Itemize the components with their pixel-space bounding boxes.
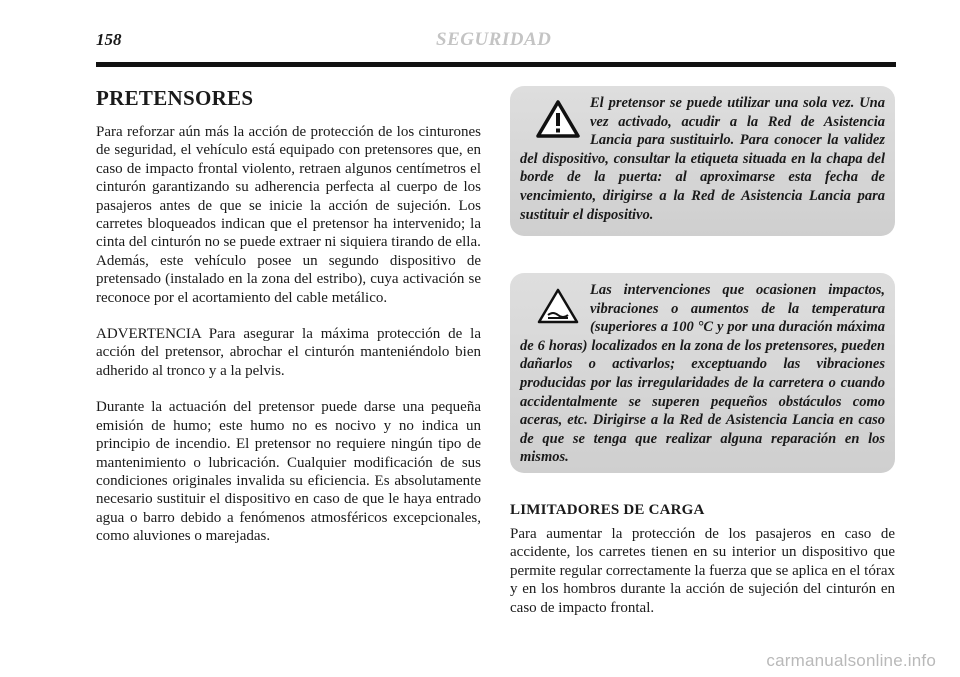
paragraph: Además, este vehículo posee un segundo dispositivo de pretensado (instalado en la zona del estribo), cuya activación se reconoce por el acortamiento del cable metálico. — [96, 252, 481, 306]
caution-triangle-icon — [536, 287, 580, 325]
caution-box — [510, 273, 895, 473]
warning-box — [510, 86, 895, 236]
paragraph: ADVERTENCIA Para asegurar la máxima protección de la acción del pretensor, abrochar el cinturón manteniéndolo bien adherido al tronco y a la pelvis. — [96, 326, 481, 379]
subsection-title: LIMITADORES DE CARGA — [510, 502, 705, 518]
warning-triangle-icon — [536, 100, 580, 138]
warning-text: El pretensor se puede utilizar una sola vez. Una vez activado, acudir a la Red de Asistencia Lancia para sustituirlo. Para conocer la validez del dispositivo, consultar la etiqueta situada en la chapa del borde de la puerta: al aproximarse esta fecha de vencimiento, dirigirse a la Red de Asistencia Lancia para sustituir el dispositivo. — [520, 95, 885, 223]
running-head: SEGURIDAD — [436, 29, 552, 50]
paragraph: Para aumentar la protección de los pasajeros en caso de accidente, los carretes tienen en su interior un dispositivo que permite regular correctamente la fuerza que se aplica en el tórax y en los hombros durante la acción de sujeción del cinturón en caso de impacto frontal. — [510, 526, 895, 616]
paragraph: Durante la actuación del pretensor puede darse una pequeña emisión de humo; este humo no es nocivo y no indica un principio de incendio. El pretensor no requiere ningún tipo de mantenimiento o lubricación. Cualquier modificación de sus condiciones originales invalida su eficiencia. Es absolutamente necesario sustituir el dispositivo en caso de que le haya entrado agua o barro debido a fenómenos atmosféricos excepcionales, como aluviones o marejadas. — [96, 399, 481, 545]
header-rule — [96, 62, 896, 67]
page-number: 158 — [96, 30, 122, 49]
left-column — [96, 86, 481, 564]
caution-text: Las intervenciones que ocasionen impactos, vibraciones o aumentos de la temperatura (superiores a 100 °C y por una duración máxima de 6 horas) localizados en la zona de los pretensores, pueden dañarlos o activarlos; exceptuando las vibraciones producidas por las irregularidades de la carretera o cuando accidentalmente se superen pequeños obstáculos como aceras, etc. Dirigirse a la Red de Asistencia Lancia en caso de que se tenga que realizar alguna reparación en los mismos. — [520, 282, 885, 466]
paragraph: Para reforzar aún más la acción de protección de los cinturones de seguridad, el vehículo está equipado con pretensores que, en caso de impacto frontal violento, retraen algunos centímetros el cinturón garantizando su adherencia perfecta al cuerpo de los pasajeros antes de que se inicie la acción de sujeción. Los carretes bloqueados indican que el pretensor ha intervenido; la cinta del cinturón no se puede extraer ni siquiera tirando de ella. — [96, 124, 481, 251]
watermark: carmanualsonline.info — [766, 651, 936, 670]
right-column — [510, 502, 895, 635]
section-title: PRETENSORES — [96, 86, 254, 110]
